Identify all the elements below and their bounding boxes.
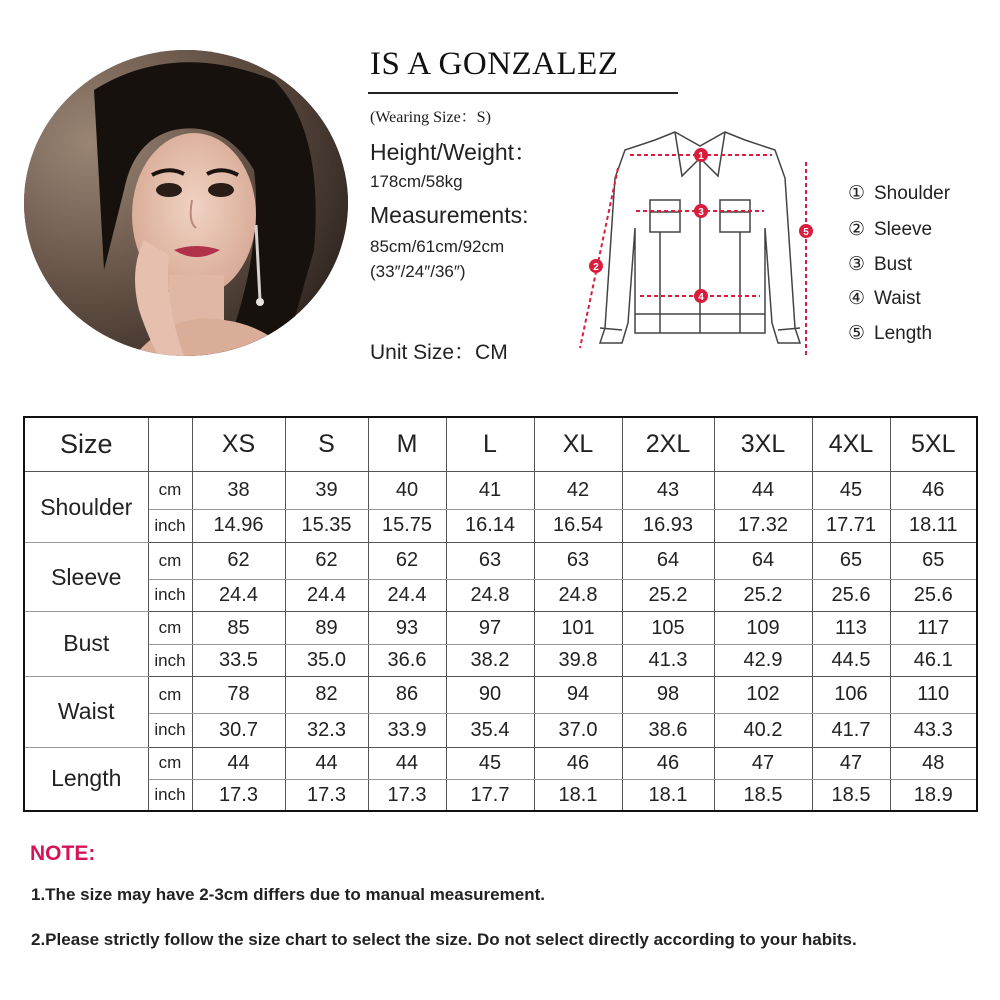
size-col-s: S [285,417,368,472]
wearing-size: (Wearing Size：S) [370,109,491,126]
table-cell: 48 [890,747,977,779]
table-row-waist-inch [24,714,977,747]
marker-3: 3 [698,207,704,218]
table-cell: 86 [368,676,446,713]
unit-cm: cm [148,676,192,713]
table-cell: 93 [368,611,446,644]
table-cell: 113 [812,611,890,644]
table-cell: 24.4 [368,579,446,611]
unit-cm: cm [148,472,192,509]
table-cell: 98 [622,676,714,713]
table-cell: 15.35 [285,509,368,542]
table-cell: 46.1 [890,645,977,676]
table-cell: 18.1 [622,780,714,811]
table-row-shoulder-cm [24,472,977,509]
legend-label: Shoulder [874,183,951,204]
table-cell: 65 [890,543,977,579]
model-portrait [24,50,348,356]
table-row-length-inch [24,780,977,811]
table-cell: 35.4 [446,714,534,747]
table-cell: 18.5 [812,780,890,811]
measurement-name-length: Length [24,747,148,811]
brand-title: IS A GONZALEZ [370,46,619,82]
table-cell: 44.5 [812,645,890,676]
marker-2: 2 [593,262,599,273]
table-cell: 25.6 [890,579,977,611]
table-cell: 46 [890,472,977,509]
legend-label: Length [874,323,933,344]
table-cell: 33.9 [368,714,446,747]
table-cell: 17.3 [368,780,446,811]
legend-label: Sleeve [874,219,933,240]
table-cell: 106 [812,676,890,713]
note-title: NOTE: [30,842,96,865]
unit-header-empty [148,417,192,472]
table-cell: 44 [285,747,368,779]
size-col-m: M [368,417,446,472]
table-row-bust-cm [24,611,977,644]
table-cell: 36.6 [368,645,446,676]
table-cell: 110 [890,676,977,713]
unit-inch: inch [148,579,192,611]
unit-cm: cm [148,611,192,644]
table-cell: 17.7 [446,780,534,811]
table-cell: 41.3 [622,645,714,676]
unit-size: Unit Size：CM [370,341,508,364]
table-cell: 109 [714,611,812,644]
table-cell: 97 [446,611,534,644]
table-cell: 105 [622,611,714,644]
table-cell: 43 [622,472,714,509]
table-cell: 39.8 [534,645,622,676]
table-cell: 25.2 [714,579,812,611]
legend-item-bust [848,253,912,276]
jacket-diagram [560,118,830,373]
legend-num: ① [848,183,866,204]
legend-item-waist [848,287,921,310]
size-col-xs: XS [192,417,285,472]
table-cell: 117 [890,611,977,644]
table-cell: 101 [534,611,622,644]
table-cell: 24.4 [192,579,285,611]
note-2: 2.Please strictly follow the size chart to select the size. Do not select directly according to your habits. [31,930,857,949]
table-cell: 39 [285,472,368,509]
table-header-row [24,417,977,472]
table-cell: 15.75 [368,509,446,542]
table-row-waist-cm [24,676,977,713]
size-col-l: L [446,417,534,472]
table-cell: 62 [192,543,285,579]
table-cell: 44 [368,747,446,779]
table-cell: 94 [534,676,622,713]
legend-item-sleeve [848,218,932,241]
table-cell: 17.71 [812,509,890,542]
table-cell: 42 [534,472,622,509]
measurement-name-shoulder: Shoulder [24,472,148,543]
table-cell: 47 [714,747,812,779]
table-cell: 38.2 [446,645,534,676]
table-cell: 14.96 [192,509,285,542]
table-cell: 41.7 [812,714,890,747]
table-cell: 18.11 [890,509,977,542]
measurements-inch: (33″/24″/36″) [370,262,466,281]
table-cell: 64 [622,543,714,579]
height-weight-label: Height/Weight： [370,139,538,165]
size-col-4xl: 4XL [812,417,890,472]
table-cell: 24.8 [534,579,622,611]
legend-num: ② [848,219,866,240]
table-cell: 62 [285,543,368,579]
table-cell: 38.6 [622,714,714,747]
table-cell: 37.0 [534,714,622,747]
table-cell: 102 [714,676,812,713]
table-cell: 82 [285,676,368,713]
table-row-bust-inch [24,645,977,676]
table-cell: 41 [446,472,534,509]
unit-inch: inch [148,509,192,542]
legend-num: ⑤ [848,323,866,344]
table-cell: 30.7 [192,714,285,747]
table-cell: 43.3 [890,714,977,747]
table-cell: 24.8 [446,579,534,611]
table-cell: 17.3 [285,780,368,811]
table-cell: 24.4 [285,579,368,611]
marker-5: 5 [803,227,809,238]
legend-num: ③ [848,254,866,275]
table-cell: 25.2 [622,579,714,611]
unit-inch: inch [148,645,192,676]
note-1: 1.The size may have 2-3cm differs due to manual measurement. [31,885,545,904]
size-chart-table [23,416,978,812]
table-cell: 16.54 [534,509,622,542]
table-cell: 62 [368,543,446,579]
table-cell: 45 [446,747,534,779]
size-col-3xl: 3XL [714,417,812,472]
table-cell: 63 [534,543,622,579]
legend-item-length [848,322,932,345]
table-row-sleeve-inch [24,579,977,611]
table-cell: 35.0 [285,645,368,676]
table-cell: 89 [285,611,368,644]
table-cell: 25.6 [812,579,890,611]
table-cell: 17.3 [192,780,285,811]
table-row-shoulder-inch [24,509,977,542]
marker-4: 4 [698,292,704,303]
measurements-label: Measurements: [370,202,529,228]
table-cell: 18.9 [890,780,977,811]
table-cell: 63 [446,543,534,579]
size-col-5xl: 5XL [890,417,977,472]
table-cell: 45 [812,472,890,509]
unit-cm: cm [148,543,192,579]
table-cell: 40.2 [714,714,812,747]
table-cell: 47 [812,747,890,779]
table-cell: 65 [812,543,890,579]
table-cell: 18.5 [714,780,812,811]
legend-num: ④ [848,288,866,309]
table-row-length-cm [24,747,977,779]
table-cell: 44 [714,472,812,509]
measurements-cm: 85cm/61cm/92cm [370,237,505,256]
legend-item-shoulder [848,182,950,205]
measurement-name-sleeve: Sleeve [24,543,148,612]
table-cell: 38 [192,472,285,509]
legend-label: Waist [874,288,921,309]
table-cell: 85 [192,611,285,644]
table-cell: 90 [446,676,534,713]
table-cell: 40 [368,472,446,509]
table-cell: 17.32 [714,509,812,542]
table-cell: 32.3 [285,714,368,747]
measurement-name-waist: Waist [24,676,148,747]
height-weight-value: 178cm/58kg [370,172,463,191]
table-cell: 16.93 [622,509,714,542]
table-row-sleeve-cm [24,543,977,579]
legend-label: Bust [874,254,913,275]
size-header: Size [24,417,148,472]
table-cell: 16.14 [446,509,534,542]
table-cell: 18.1 [534,780,622,811]
table-cell: 44 [192,747,285,779]
marker-1: 1 [698,151,704,162]
table-cell: 33.5 [192,645,285,676]
unit-inch: inch [148,714,192,747]
table-cell: 78 [192,676,285,713]
unit-inch: inch [148,780,192,811]
table-cell: 46 [534,747,622,779]
brand-underline [368,92,678,94]
table-cell: 42.9 [714,645,812,676]
size-col-xl: XL [534,417,622,472]
measurement-name-bust: Bust [24,611,148,676]
unit-cm: cm [148,747,192,779]
table-cell: 46 [622,747,714,779]
table-cell: 64 [714,543,812,579]
size-col-2xl: 2XL [622,417,714,472]
